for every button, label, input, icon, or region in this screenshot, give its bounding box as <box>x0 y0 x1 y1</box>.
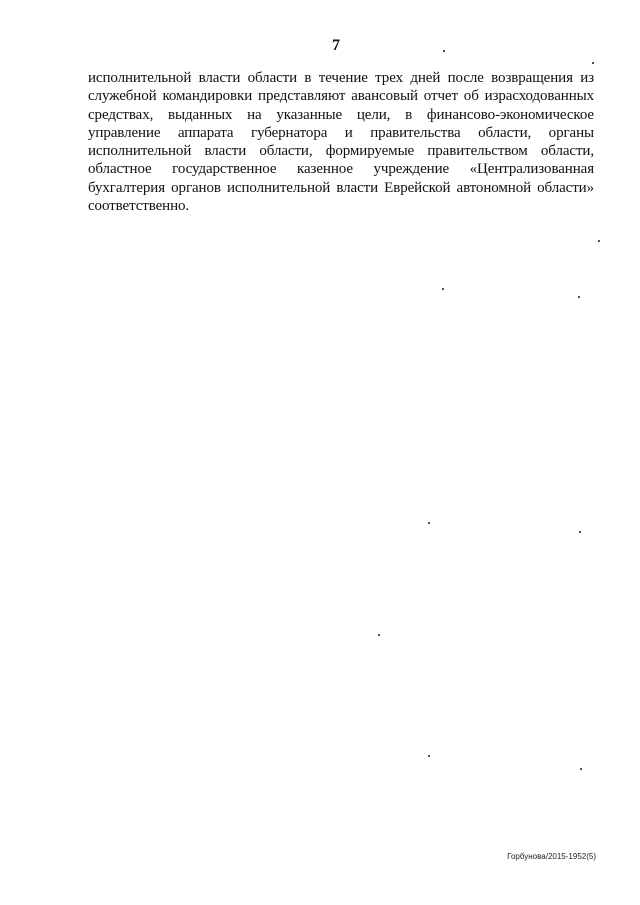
paragraph-text: исполнительной власти области в течение трех дней после возвращения из служебной командировки представляют авансовый отчет об израсходованных средствах, выданных на указанные цели, в финансово-экономическое управление аппарата губернатора и правительства области, органы исполнительной власти области, формируемые правительством области, областное государственное казенное учреждение «Централизованная бухгалтерия органов исполнительной власти Еврейской автономной области» соответственно. <box>88 70 594 215</box>
scan-speck <box>592 62 594 64</box>
scan-speck <box>578 296 580 298</box>
scan-speck <box>428 755 430 757</box>
scan-speck <box>442 288 444 290</box>
scan-speck <box>443 50 445 52</box>
page-number: 7 <box>332 37 340 54</box>
scan-speck <box>580 768 582 770</box>
scan-speck <box>579 531 581 533</box>
scan-speck <box>598 240 600 242</box>
footer-reference: Горбунова/2015-1952(5) <box>507 852 596 861</box>
scan-speck <box>428 522 430 524</box>
scan-speck <box>378 634 380 636</box>
